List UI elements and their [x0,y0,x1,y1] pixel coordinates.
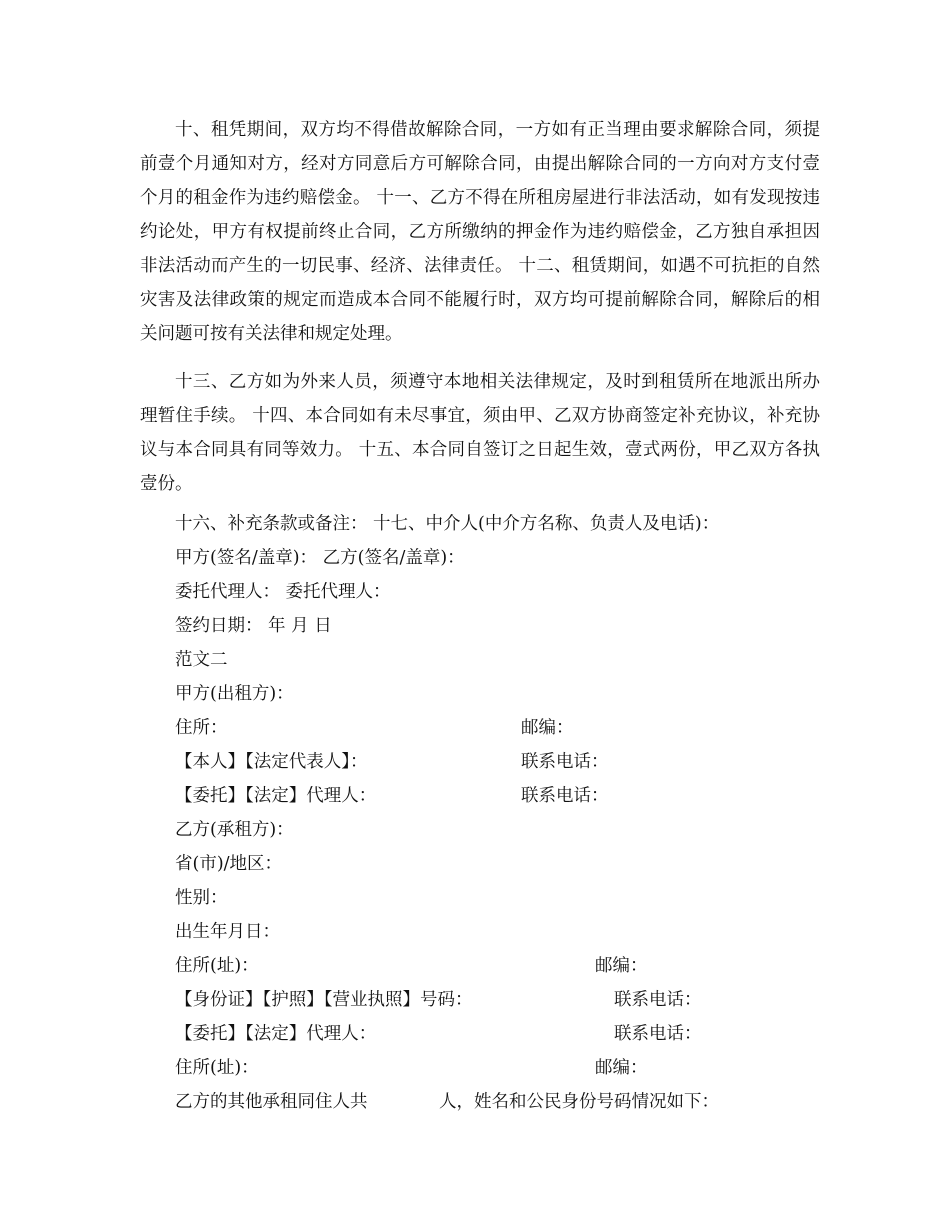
party-b-id-number-label: 【身份证】【护照】【营业执照】号码： [175,990,473,1010]
party-b-agent-phone-label: 联系电话： [614,1024,702,1044]
party-b-agent-postcode-label: 邮编： [595,1058,648,1078]
party-b-birthdate-label: 出生年月日： [175,922,280,942]
party-b-agent-label: 【委托】【法定】代理人： [175,1024,377,1044]
party-b-gender-label: 性别： [175,888,228,908]
signature-parties-line: 甲方(签名/盖章)： 乙方(签名/盖章)： [175,548,465,568]
party-a-heading: 甲方(出租方)： [175,684,294,704]
party-b-agent-address-label: 住所(址)： [175,1058,259,1078]
party-a-agent-label: 【委托】【法定】代理人： [175,786,377,806]
party-a-representative-label: 【本人】【法定代表人】： [175,752,368,772]
paragraph-clauses-10-12: 十、租凭期间，双方均不得借故解除合同，一方如有正当理由要求解除合同，须提前壹个月通知对方，经对方同意后方可解除合同，由提出解除合同的一方向对方支付壹个月的租金作为违约赔偿金。 十一、乙方不得在所租房屋进行非法活动，如有发现按违约论处，甲方有权提前终止合同，乙方所缴纳的押金作为违约赔偿金，乙方独自承担因非法活动而产生的一切民事、经济、法律责任。 十二、租赁期间，如遇不可抗拒的自然灾害及法律政策的规定而造成本合同不能履行时，双方均可提前解除合同，解除后的相关问题可按有关法律和规定处理。 [140,120,820,344]
cotenants-count-label: 乙方的其他承租同住人共 [175,1092,368,1112]
party-a-rep-phone-label: 联系电话： [521,752,609,772]
paragraph-clauses-13-15: 十三、乙方如为外来人员，须遵守本地相关法律规定，及时到租赁所在地派出所办理暂住手续。 十四、本合同如有未尽事宜，须由甲、乙双方协商签定补充协议，补充协议与本合同具有同等效力。 十五、本合同自签订之日起生效，壹式两份，甲乙双方各执壹份。 [140,372,820,494]
cotenants-details-label: 人，姓名和公民身份号码情况如下： [439,1092,719,1112]
party-a-postcode-label: 邮编： [521,718,574,738]
sample-two-heading: 范文二 [175,650,228,670]
clauses-16-17-line: 十六、补充条款或备注： 十七、中介人(中介方名称、负责人及电话)： [175,514,720,534]
party-a-address-label: 住所： [175,718,228,738]
agents-line: 委托代理人： 委托代理人： [175,582,391,602]
party-a-agent-phone-label: 联系电话： [521,786,609,806]
party-b-region-label: 省(市)/地区： [175,854,283,874]
party-b-id-phone-label: 联系电话： [614,990,702,1010]
party-b-postcode-label: 邮编： [595,956,648,976]
party-b-address-label: 住所(址)： [175,956,259,976]
party-b-heading: 乙方(承租方)： [175,820,294,840]
sign-date-line: 签约日期： 年 月 日 [175,616,332,636]
